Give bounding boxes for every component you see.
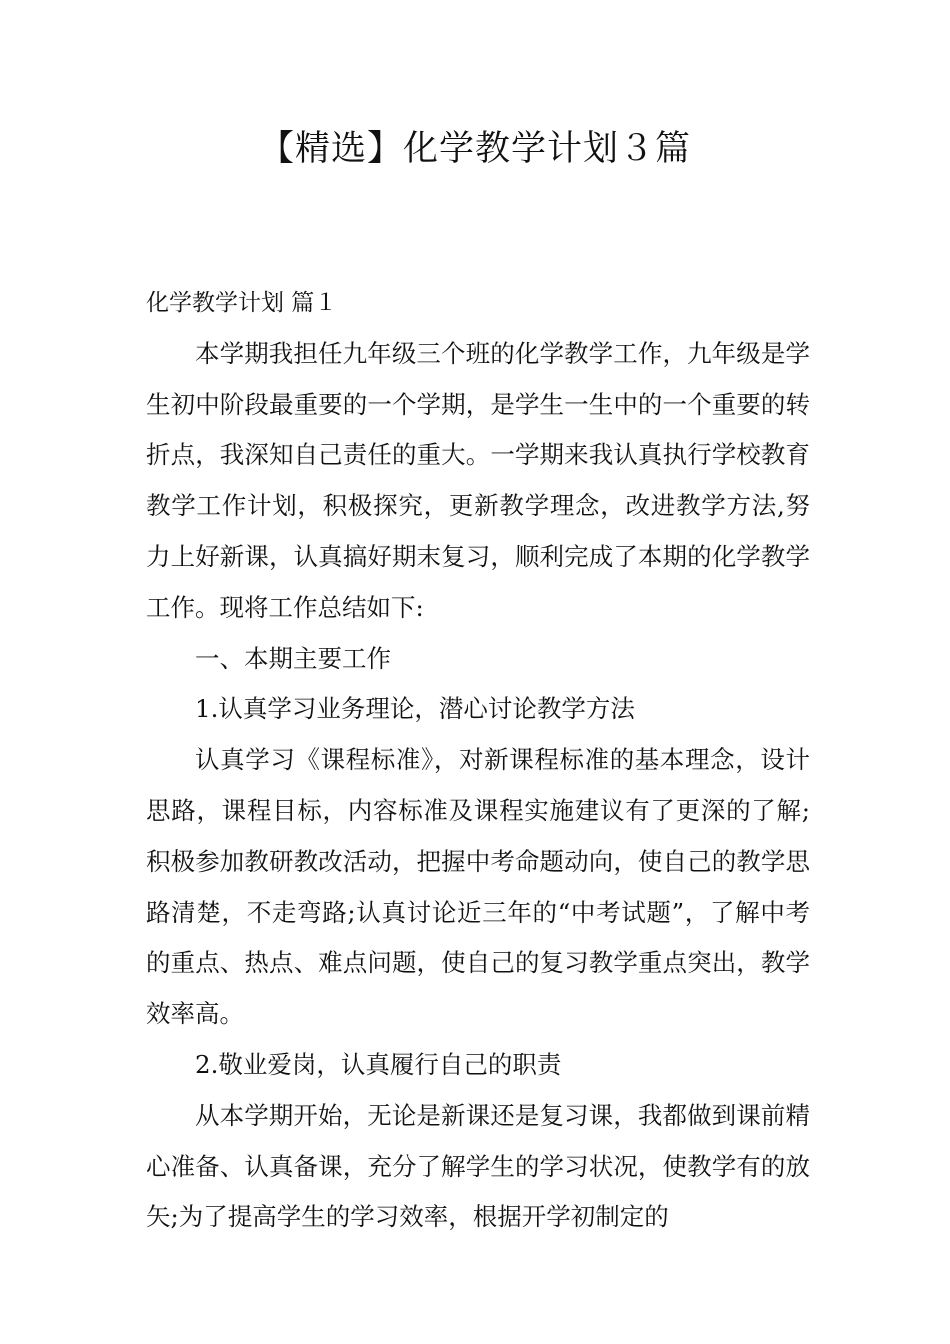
subheading-study-theory: 1.认真学习业务理论，潜心讨论教学方法 <box>195 694 635 724</box>
paragraph-intro: 本学期我担任九年级三个班的化学教学工作，九年级是学生初中阶段最重要的一个学期，是学生一生中的一个重要的转折点，我深知自己责任的重大。一学期来我认真执行学校教育教学工作计划，积极探究，更新教学理念，改进教学方法,努力上好新课，认真搞好期末复习，顺利完成了本期的化学教学工作。现将工作总结如下: <box>146 338 810 622</box>
section-heading: 化学教学计划 篇１ <box>146 290 338 316</box>
paragraph-dedication: 从本学期开始，无论是新课还是复习课，我都做到课前精心准备、认真备课，充分了解学生的学习状况，使教学有的放矢;为了提高学生的学习效率，根据开学初制定的 <box>146 1100 810 1232</box>
heading-main-work: 一、本期主要工作 <box>195 643 391 673</box>
paragraph-study-theory: 认真学习《课程标准》，对新课程标准的基本理念，设计思路，课程目标，内容标准及课程实施建议有了更深的了解;积极参加教研教改活动，把握中考命题动向，使自己的教学思路清楚，不走弯路;认真讨论近三年的“中考试题”，了解中考的重点、热点、难点问题，使自己的复习教学重点突出，教学效率高。 <box>146 745 810 1029</box>
document-body <box>146 278 810 1243</box>
subheading-dedication: 2.敬业爱岗，认真履行自己的职责 <box>195 1049 562 1079</box>
document-title: 【精选】化学教学计划３篇 <box>258 129 691 169</box>
